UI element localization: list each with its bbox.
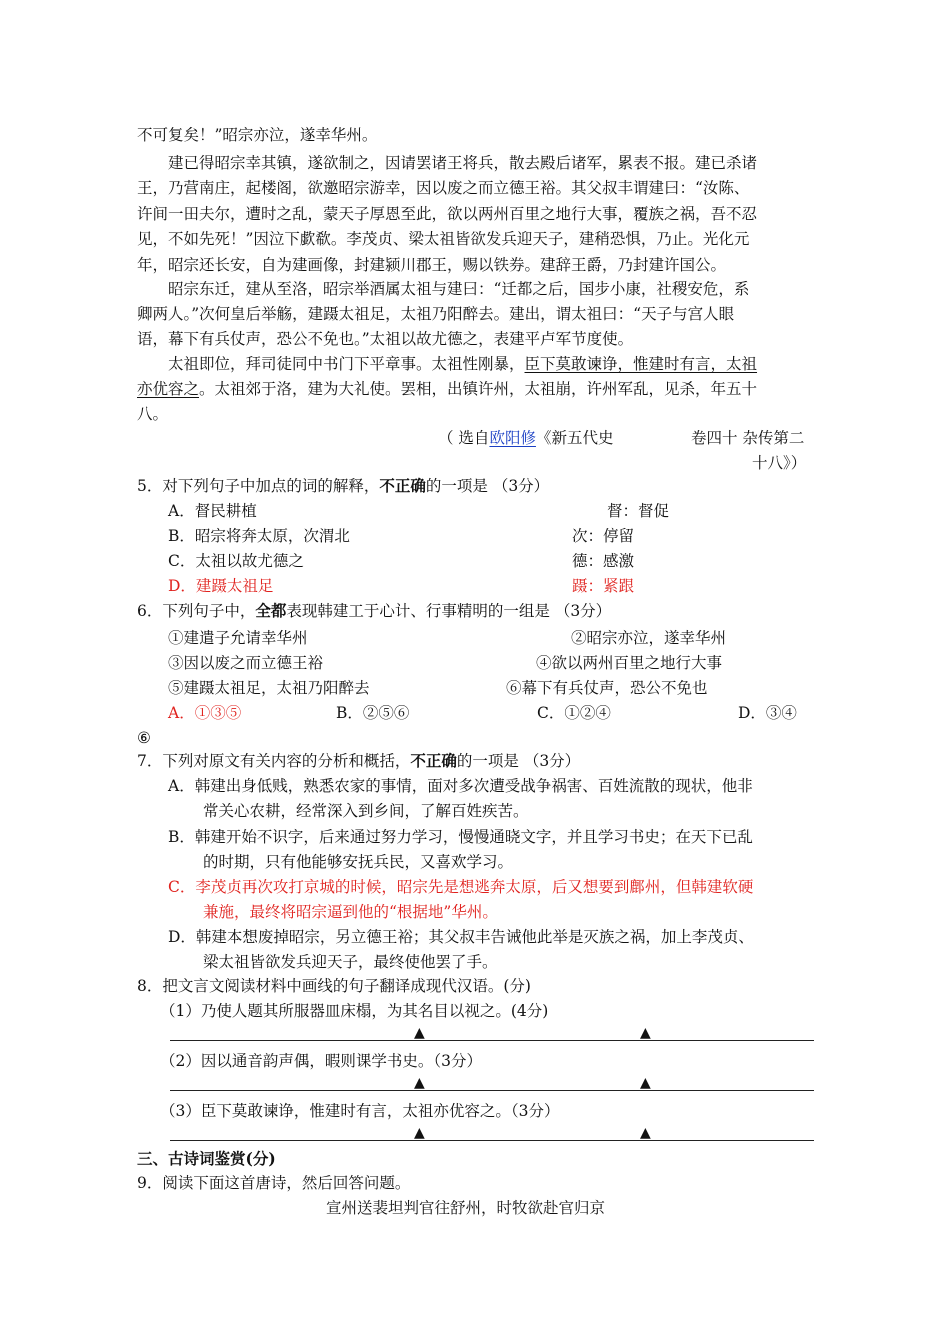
emphasis-dotted: 不正确 <box>410 751 457 770</box>
q6-item: ①建遣子允请幸华州 <box>168 629 308 647</box>
q6-choice-b: B．②⑤⑥ <box>336 704 410 722</box>
passage-line: 见，不如先死！”因泣下歔欷。李茂贞、梁太祖皆欲发兵迎天子，建稍恐惧，乃止。光化元 <box>137 230 750 248</box>
source-citation: （ 选自欧阳修《新五代史 <box>438 429 614 447</box>
answer-marker-icon: ▲ <box>640 1125 651 1141</box>
q5-gloss-d-answer: 蹑：紧跟 <box>572 577 635 595</box>
q6-item: ⑤建蹑太祖足，太祖乃阳醉去 <box>168 679 370 697</box>
q5-option-d-answer: D．建蹑太祖足 <box>168 577 274 595</box>
question-7-stem: 7．下列对原文有关内容的分析和概括，不正确的一项是 （3分） <box>137 751 581 770</box>
q6-item: ②昭宗亦泣，遂幸华州 <box>571 629 727 647</box>
answer-line <box>170 1090 814 1091</box>
passage-line: 王，乃营南庄，起楼阁，欲邀昭宗游幸，因以废之而立德王裕。其父叔丰谓建曰：“汝陈、 <box>137 179 750 197</box>
q6-choice-a-answer: A．①③⑤ <box>168 704 242 722</box>
q6-choice-c: C．①②④ <box>537 704 611 722</box>
answer-marker-icon: ▲ <box>640 1075 651 1091</box>
emphasis-dotted: 全都 <box>255 601 287 620</box>
answer-line <box>170 1140 814 1141</box>
passage-line: 建已得昭宗幸其镇，遂欲制之，因请罢诸王将兵，散去殿后诸军，累表不报。建已杀诸 <box>168 154 758 172</box>
underlined-sentence: 亦优容之 <box>137 380 200 398</box>
passage-line: 年，昭宗还长安，自为建画像，封建颍川郡王，赐以铁券。建辞王爵，乃封建许国公。 <box>137 256 727 274</box>
author-link[interactable]: 欧阳修 <box>489 429 536 447</box>
q7-option-c-answer: C．李茂贞再次攻打京城的时候，昭宗先是想逃奔太原，后又想要到鄜州，但韩建软硬 <box>168 878 754 896</box>
passage-line <box>137 378 757 400</box>
passage-line: 语，幕下有兵仗声，恐公不免也。”太祖以故尤德之，表建平卢军节度使。 <box>137 330 634 348</box>
q7-option-b-cont: 的时期，只有他能够安抚兵民，又喜欢学习。 <box>203 853 514 871</box>
q6-choice-d-wrap: ⑥ <box>137 729 151 747</box>
q7-option-d-cont: 梁太祖皆欲发兵迎天子，最终使他罢了手。 <box>203 953 498 971</box>
underlined-sentence: 臣下莫敢谏诤，惟建时有言，太祖 <box>524 355 758 373</box>
question-8-stem: 8．把文言文阅读材料中画线的句子翻译成现代汉语。(分) <box>137 977 531 995</box>
q7-option-d: D．韩建本想废掉昭宗，另立德王裕；其父叔丰告诫他此举是灭族之祸，加上李茂贞、 <box>168 928 754 946</box>
emphasis-dotted: 不正确 <box>379 476 426 495</box>
q7-option-a-cont: 常关心农耕，经常深入到乡间，了解百姓疾苦。 <box>203 802 529 820</box>
passage-line <box>168 353 757 375</box>
q5-option-a: A．督民耕植 <box>168 502 257 520</box>
section-heading: 三、古诗词鉴赏(分) <box>137 1149 276 1168</box>
passage-line: 许间一田夫尔，遭时之乱，蒙天子厚恩至此，欲以两州百里之地行大事，覆族之祸，吾不忍 <box>137 205 758 223</box>
source-volume: 卷四十 杂传第二 <box>691 429 805 447</box>
q6-choice-d: D．③④ <box>738 704 797 722</box>
question-5-stem: 5．对下列句子中加点的词的解释，不正确的一项是 （3分） <box>137 476 550 495</box>
q5-gloss-a: 督：督促 <box>607 502 670 520</box>
q7-option-c-cont: 兼施，最终将昭宗逼到他的“根据地”华州。 <box>203 903 498 921</box>
passage-line: 卿两人。”次何皇后举觞，建蹑太祖足，太祖乃阳醉去。建出，谓太祖曰：“天子与宫人眼 <box>137 305 735 323</box>
answer-marker-icon: ▲ <box>640 1025 651 1041</box>
answer-marker-icon: ▲ <box>414 1125 425 1141</box>
answer-marker-icon: ▲ <box>414 1025 425 1041</box>
answer-line <box>170 1040 814 1041</box>
answer-marker-icon: ▲ <box>414 1075 425 1091</box>
passage-text: 太祖即位，拜司徒同中书门下平章事。太祖性刚暴， <box>168 355 525 373</box>
passage-line: 不可复矣！”昭宗亦泣，遂幸华州。 <box>137 126 378 144</box>
q5-option-b: B．昭宗将奔太原，次渭北 <box>168 527 350 545</box>
q5-gloss-c: 德：感激 <box>572 552 635 570</box>
q8-item-1: （1）乃使人题其所服器皿床榻，为其名目以视之。(4分) <box>160 1002 549 1020</box>
poem-title: 宣州送裴坦判官往舒州，时牧欲赴官归京 <box>326 1199 606 1217</box>
q6-item: ⑥幕下有兵仗声，恐公不免也 <box>506 679 708 697</box>
question-6-stem: 6．下列句子中，全都表现韩建工于心计、行事精明的一组是 （3分） <box>137 601 612 620</box>
q7-option-b: B．韩建开始不识字，后来通过努力学习，慢慢通晓文字，并且学习书史；在天下已乱 <box>168 828 753 846</box>
q6-item: ③因以废之而立德王裕 <box>168 654 324 672</box>
q6-item: ④欲以两州百里之地行大事 <box>536 654 723 672</box>
q5-option-c: C．太祖以故尤德之 <box>168 552 304 570</box>
passage-text: 。太祖郊于洛，建为大礼使。罢相，出镇许州，太祖崩，许州军乱，见杀，年五十 <box>199 380 758 398</box>
q5-gloss-b: 次：停留 <box>572 527 635 545</box>
passage-line: 昭宗东迁，建从至洛，昭宗举酒属太祖与建曰：“迁都之后，国步小康，社稷安危，系 <box>168 280 750 298</box>
question-9-stem: 9．阅读下面这首唐诗，然后回答问题。 <box>137 1174 411 1192</box>
source-volume-cont: 十八》） <box>752 454 807 472</box>
q8-item-2: （2）因以通音韵声偶，暇则课学书史。（3分） <box>160 1052 482 1070</box>
q7-option-a: A．韩建出身低贱，熟悉农家的事情，面对多次遭受战争祸害、百姓流散的现状，他非 <box>168 777 753 795</box>
passage-line: 八。 <box>137 405 169 423</box>
q8-item-3: （3）臣下莫敢谏诤，惟建时有言，太祖亦优容之。（3分） <box>160 1102 560 1120</box>
